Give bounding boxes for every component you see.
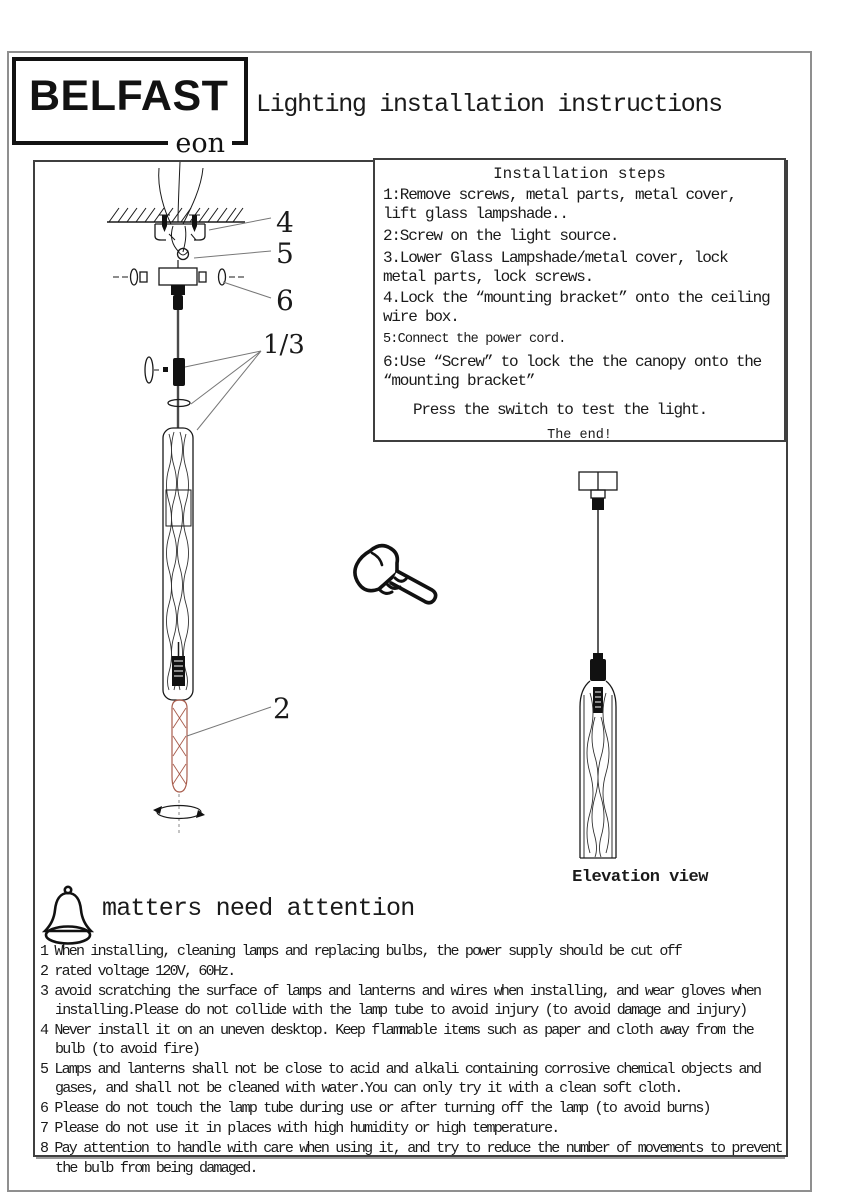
step-1: 1:Remove screws, metal parts, metal cover, lift glass lampshade..: [383, 186, 736, 223]
step-6: 6:Use “Screw” to lock the the canopy onto the “mounting bracket”: [383, 353, 762, 390]
exploded-assembly-diagram: [33, 160, 373, 860]
step-3: 3.Lower Glass Lampshade/metal cover, lock metal parts, lock screws.: [383, 248, 728, 286]
step-2: 2:Screw on the light source.: [383, 226, 619, 245]
elevation-view-diagram: [540, 455, 740, 867]
attention-item-8: 8 Pay attention to handle with care when using it, and try to reduce the number of movements to prevent the bulb from being damaged.: [40, 1140, 782, 1177]
brand-name: BELFAST: [29, 72, 229, 120]
part-label-bulb: 2: [273, 692, 291, 725]
attention-title: matters need attention: [102, 894, 415, 923]
brand-logo-box: [12, 57, 248, 159]
elevation-caption: Elevation view: [572, 868, 708, 887]
part-label-mounting-bracket: 4: [276, 206, 294, 239]
pointing-hand-icon: [346, 533, 446, 633]
attention-list: [40, 941, 785, 1179]
attention-item-2: 2 rated voltage 120V, 60Hz.: [40, 963, 235, 981]
part-label-wire-connector: 5: [276, 237, 294, 270]
attention-item-6: 6 Please do not touch the lamp tube during use or after turning off the lamp (to avoid burns): [40, 1100, 710, 1118]
part-label-canopy-screw: 6: [276, 284, 294, 317]
page-title: Lighting installation instructions: [256, 90, 722, 119]
bell-icon: [40, 884, 96, 948]
part-label-cord-grip: 1/3: [263, 330, 305, 360]
steps-title: Installation steps: [493, 165, 666, 183]
attention-item-1: 1 When installing, cleaning lamps and replacing bulbs, the power supply should be cut off: [40, 943, 681, 960]
attention-item-4: 4 Never install it on an uneven desktop. Keep flammable items such as paper and cloth away from the bulb (to avoid fire): [40, 1022, 753, 1059]
attention-item-3: 3 avoid scratching the surface of lamps and lanterns and wires when installing, and wear gloves when installing.Please do not collide with the lamp tube to avoid injury (to avoid damage and injury): [40, 983, 761, 1020]
step-4: 4.Lock the “mounting bracket” onto the ceiling wire box.: [383, 289, 770, 327]
installation-steps-panel: [373, 158, 786, 442]
attention-item-7: 7 Please do not use it in places with high humidity or high temperature.: [40, 1120, 559, 1138]
brand-subname: eon: [168, 128, 232, 159]
step-5: 5:Connect the power cord.: [383, 332, 566, 348]
press-switch-note: Press the switch to test the light.: [413, 400, 708, 419]
steps-footer: The end!: [547, 427, 612, 442]
attention-item-5: 5 Lamps and lanterns shall not be close to acid and alkali containing corrosive chemical objects and gases, and shall not be cleaned with water.You can only try it with a clean soft cloth.: [40, 1061, 761, 1098]
